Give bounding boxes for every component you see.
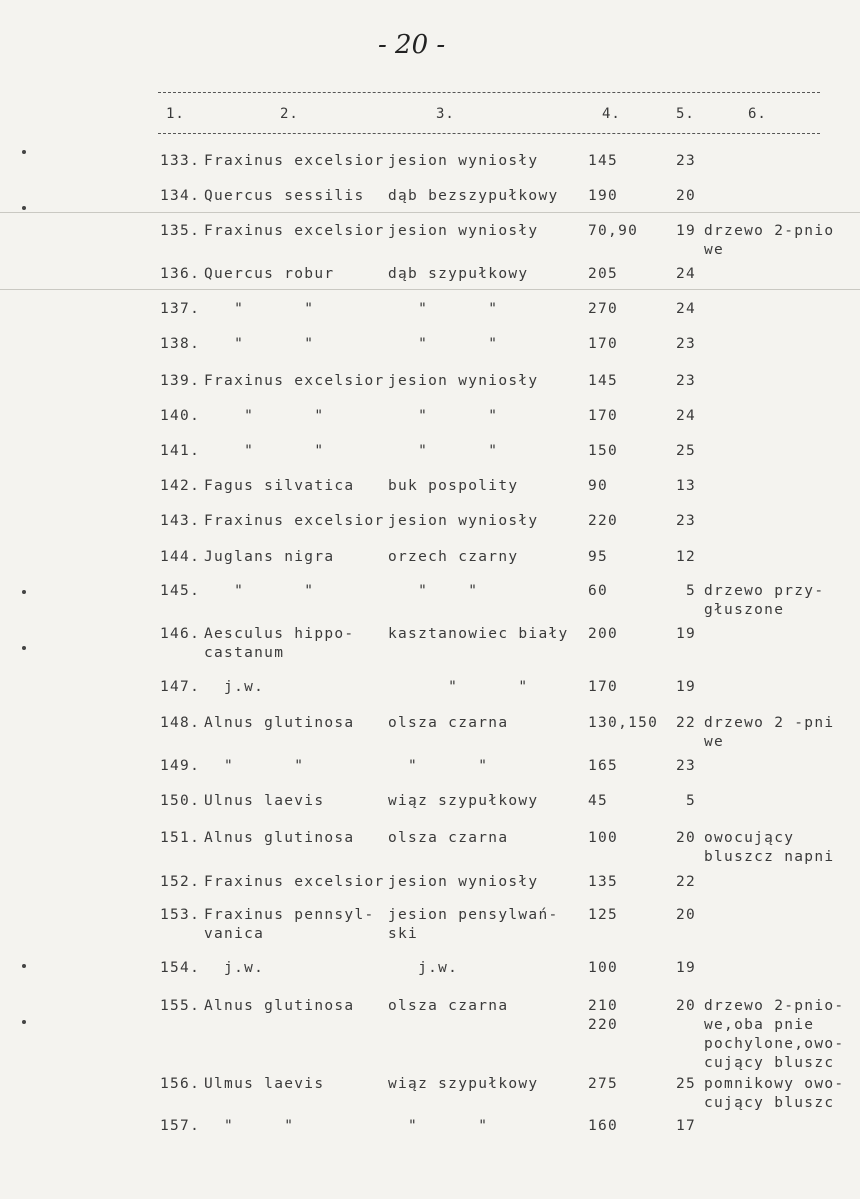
row-number: 148. [160,715,201,731]
circumference: 95 [588,549,609,565]
polish-name: jesion wyniosły [388,513,539,529]
polish-name: " " [388,408,499,424]
polish-name: " " [388,301,499,317]
polish-name: " " [388,336,499,352]
circumference: 165 [588,758,619,774]
circumference: 70,90 [588,223,639,239]
height: 20 [675,907,696,923]
circumference: 45 [588,793,609,809]
circumference: 125 [588,907,619,923]
column-header-6: 6. [748,106,767,122]
height: 19 [675,960,696,976]
height: 22 [675,874,696,890]
row-number: 143. [160,513,201,529]
row-number: 155. [160,998,201,1014]
polish-name: " " [388,583,479,599]
height: 5 [685,793,696,809]
polish-name: orzech czarny [388,549,519,565]
height: 20 [675,188,696,204]
height: 12 [675,549,696,565]
row-number: 147. [160,679,201,695]
height: 20 [675,998,696,1014]
polish-name: olsza czarna [388,998,509,1014]
punch-hole-mark [22,964,26,968]
circumference: 145 [588,373,619,389]
notes: drzewo 2-pnio we [704,223,835,258]
circumference: 275 [588,1076,619,1092]
height: 24 [675,408,696,424]
row-number: 142. [160,478,201,494]
column-header-5: 5. [676,106,695,122]
height: 24 [675,266,696,282]
column-header-2: 2. [280,106,299,122]
header-rule-top [158,92,820,93]
column-header-1: 1. [166,106,185,122]
polish-name: " " [388,679,529,695]
column-header-4: 4. [602,106,621,122]
circumference: 270 [588,301,619,317]
polish-name: jesion wyniosły [388,223,539,239]
circumference: 145 [588,153,619,169]
latin-name: Fraxinus excelsior [204,153,385,169]
scan-fold-line [0,289,860,290]
latin-name: " " [204,1118,295,1134]
row-number: 139. [160,373,201,389]
circumference: 210 220 [588,998,619,1033]
row-number: 141. [160,443,201,459]
punch-hole-mark [22,646,26,650]
circumference: 170 [588,408,619,424]
latin-name: Quercus robur [204,266,335,282]
latin-name: " " [204,583,315,599]
circumference: 200 [588,626,619,642]
punch-hole-mark [22,206,26,210]
height: 19 [675,626,696,642]
polish-name: jesion wyniosły [388,874,539,890]
circumference: 220 [588,513,619,529]
height: 25 [675,1076,696,1092]
height: 23 [675,513,696,529]
notes: owocujący bluszcz napni [704,830,835,865]
height: 23 [675,758,696,774]
height: 23 [675,373,696,389]
height: 20 [675,830,696,846]
circumference: 170 [588,679,619,695]
polish-name: wiąz szypułkowy [388,1076,539,1092]
latin-name: Alnus glutinosa [204,998,355,1014]
circumference: 100 [588,960,619,976]
height: 19 [675,223,696,239]
row-number: 152. [160,874,201,890]
row-number: 136. [160,266,201,282]
notes: drzewo 2 -pni we [704,715,835,750]
latin-name: Quercus sessilis [204,188,365,204]
punch-hole-mark [22,150,26,154]
polish-name: buk pospolity [388,478,519,494]
punch-hole-mark [22,1020,26,1024]
latin-name: Alnus glutinosa [204,715,355,731]
polish-name: dąb szypułkowy [388,266,529,282]
latin-name: j.w. [204,960,265,976]
latin-name: Fagus silvatica [204,478,355,494]
row-number: 154. [160,960,201,976]
latin-name: Ulnus laevis [204,793,325,809]
header-rule-bottom [158,133,820,134]
notes: drzewo 2-pnio- we,oba pnie pochylone,owo- cujący bluszc [704,998,845,1071]
polish-name: jesion wyniosły [388,153,539,169]
height: 5 [685,583,696,599]
circumference: 130,150 [588,715,659,731]
row-number: 153. [160,907,201,923]
polish-name: " " [388,1118,489,1134]
latin-name: " " [204,301,315,317]
height: 19 [675,679,696,695]
latin-name: Fraxinus excelsior [204,513,385,529]
row-number: 137. [160,301,201,317]
row-number: 146. [160,626,201,642]
notes: pomnikowy owo- cujący bluszc [704,1076,845,1111]
row-number: 140. [160,408,201,424]
scan-fold-line [0,212,860,213]
latin-name: j.w. [204,679,265,695]
punch-hole-mark [22,590,26,594]
circumference: 190 [588,188,619,204]
polish-name: j.w. [388,960,459,976]
latin-name: " " [204,336,315,352]
row-number: 138. [160,336,201,352]
notes: drzewo przy- głuszone [704,583,825,618]
latin-name: Juglans nigra [204,549,335,565]
latin-name: Alnus glutinosa [204,830,355,846]
row-number: 150. [160,793,201,809]
latin-name: Fraxinus pennsyl- vanica [204,907,375,942]
latin-name: " " [204,443,325,459]
latin-name: Aesculus hippo- castanum [204,626,355,661]
row-number: 134. [160,188,201,204]
polish-name: dąb bezszypułkowy [388,188,559,204]
row-number: 145. [160,583,201,599]
height: 23 [675,153,696,169]
latin-name: " " [204,408,325,424]
latin-name: Ulmus laevis [204,1076,325,1092]
polish-name: " " [388,443,499,459]
height: 13 [675,478,696,494]
polish-name: jesion pensylwań- ski [388,907,559,942]
column-header-3: 3. [436,106,455,122]
height: 25 [675,443,696,459]
polish-name: wiąz szypułkowy [388,793,539,809]
row-number: 156. [160,1076,201,1092]
circumference: 100 [588,830,619,846]
row-number: 149. [160,758,201,774]
latin-name: Fraxinus excelsior [204,223,385,239]
circumference: 205 [588,266,619,282]
row-number: 133. [160,153,201,169]
height: 17 [675,1118,696,1134]
polish-name: " " [388,758,489,774]
circumference: 90 [588,478,609,494]
circumference: 170 [588,336,619,352]
height: 23 [675,336,696,352]
row-number: 144. [160,549,201,565]
row-number: 151. [160,830,201,846]
polish-name: olsza czarna [388,830,509,846]
polish-name: olsza czarna [388,715,509,731]
height: 24 [675,301,696,317]
height: 22 [675,715,696,731]
polish-name: kasztanowiec biały [388,626,569,642]
row-number: 135. [160,223,201,239]
latin-name: Fraxinus excelsior [204,373,385,389]
latin-name: " " [204,758,305,774]
polish-name: jesion wyniosły [388,373,539,389]
latin-name: Fraxinus excelsior [204,874,385,890]
circumference: 150 [588,443,619,459]
row-number: 157. [160,1118,201,1134]
page-number: - 20 - [378,30,446,60]
circumference: 160 [588,1118,619,1134]
circumference: 135 [588,874,619,890]
circumference: 60 [588,583,609,599]
